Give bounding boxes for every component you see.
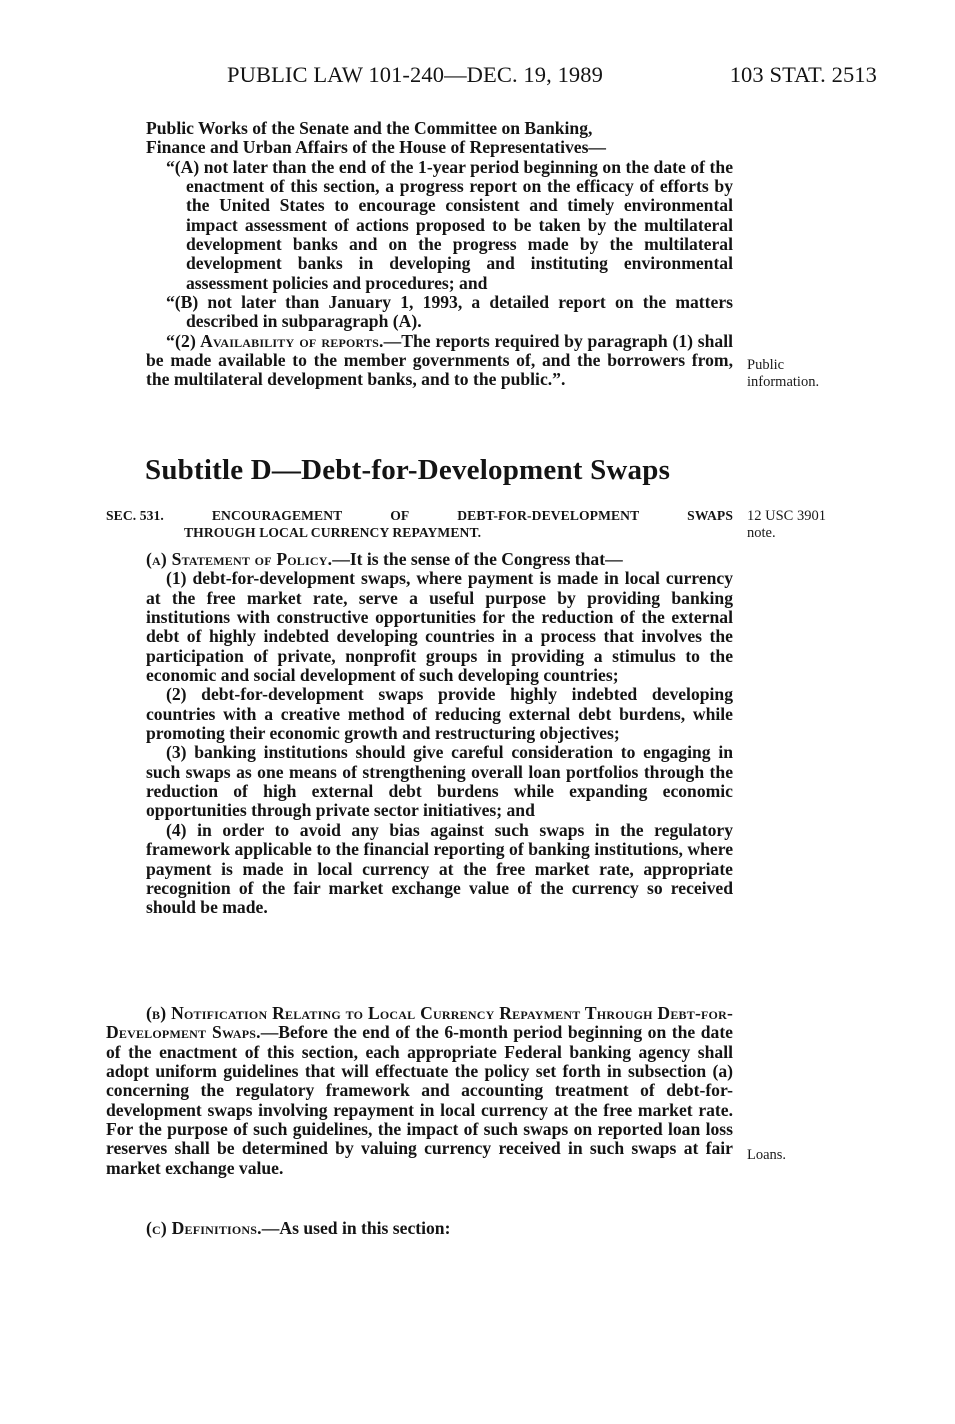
margin-note-line: note.	[747, 525, 776, 541]
running-title: PUBLIC LAW 101-240—DEC. 19, 1989	[227, 62, 603, 87]
section-number: SEC. 531.	[106, 508, 164, 523]
section-title-word: SWAPS	[687, 508, 733, 523]
margin-note-usc	[747, 508, 826, 542]
margin-note-public-information	[747, 357, 819, 391]
subsection-c-text: —As used in this section:	[261, 1218, 451, 1238]
continuation-block	[106, 119, 733, 390]
section-title-word: OF	[390, 508, 410, 523]
subsection-b-paragraph	[106, 1004, 733, 1178]
subsection-b-text: —Before the end of the 6-month period beginning on the date of the enactment of this section, each appropriate Federal banking agency shall adopt uniform guidelines that will effectuate the policy set forth in subsection (a) concerning the regulatory framework and accounting treatment of debt-for-development swaps involving repayment in local currency at the free market rate. For the purpose of such guidelines, the impact of such swaps on reported loan loss reserves shall be determined by valuing currency received in such swaps at fair market exchange value.	[106, 1022, 733, 1178]
subsection-a-heading: (a) Statement of Policy.	[146, 549, 333, 569]
subsection-a-intro	[106, 550, 733, 569]
page-header	[0, 62, 955, 96]
item-a: “(A) not later than the end of the 1-year period beginning on the date of the enactment of this section, a progress report on the efficacy of efforts by the United States to encourage consistent and timely environmental impact assessment of actions proposed to be taken by the multilateral development banks and on the progress made by the multilateral development banks in developing and instituting environmental assessment policies and procedures; and	[166, 156, 733, 293]
item-b: “(B) not later than January 1, 1993, a detailed report on the matters described in subparagraph (A).	[166, 292, 733, 332]
section-heading-line-1	[106, 507, 733, 524]
section-heading-line-2: THROUGH LOCAL CURRENCY REPAYMENT.	[184, 525, 482, 540]
subsection-c	[106, 1219, 733, 1238]
subsection-c-heading: (c) Definitions.	[146, 1218, 262, 1238]
policy-item-3: (3) banking institutions should give careful consideration to engaging in such swaps as one means of strengthening overall loan portfolios through the reduction of high external debt burdens while expanding economic opportunities through private sector initiatives; and	[146, 742, 733, 821]
section-title-word: DEBT-FOR-DEVELOPMENT	[457, 508, 640, 523]
section-title-word: ENCOURAGEMENT	[211, 508, 343, 523]
continuation-line-2: Finance and Urban Affairs of the House of Representatives—	[146, 137, 607, 158]
subsection-b	[106, 1004, 733, 1178]
subsection-a	[106, 550, 733, 918]
stat-page-number: 103 STAT. 2513	[729, 62, 877, 87]
policy-item-2: (2) debt-for-development swaps provide highly indebted developing countries with a creative method of reducing external debt burdens, while promoting their economic growth and restructuring objectives;	[146, 684, 733, 744]
policy-item-1: (1) debt-for-development swaps, where payment is made in local currency at the free market rate, serve a useful purpose by providing banking institutions with constructive opportunities for the reduction of the external debt of highly indebted developing countries in a process that involves the participation of private, nonprofit groups in providing a stimulus to the economic and social development of such developing countries;	[146, 568, 733, 686]
availability-heading: “(2) Availability of reports.	[166, 330, 384, 351]
subsection-a-intro-text: —It is the sense of the Congress that—	[332, 549, 623, 569]
subtitle-heading: Subtitle D—Debt-for-Development Swaps	[145, 454, 671, 486]
margin-note-line: Public	[747, 357, 785, 373]
availability-text: —The reports required by paragraph (1) shall be made available to the member governments of, and the borrowers from, the multilateral development banks, and to the public.”.	[146, 330, 733, 390]
subsection-c-paragraph	[106, 1219, 733, 1238]
policy-item-4: (4) in order to avoid any bias against such swaps in the regulatory framework applicable to the financial reporting of banking institutions, where payment is made in local currency at the free market rate, appropriate recognition of the fair market exchange value of the currency so received should be made.	[146, 819, 733, 918]
margin-note-line: information.	[747, 374, 820, 390]
margin-note-line: 12 USC 3901	[747, 508, 826, 524]
section-heading	[106, 507, 733, 541]
subsection-b-heading: (b) Notification Relating to Local Currency Repayment Through Debt-for-Development Swaps.	[106, 1003, 733, 1043]
margin-note-loans: Loans.	[747, 1147, 787, 1163]
continuation-line-1: Public Works of the Senate and the Committee on Banking,	[146, 118, 593, 138]
availability-paragraph	[106, 332, 733, 390]
